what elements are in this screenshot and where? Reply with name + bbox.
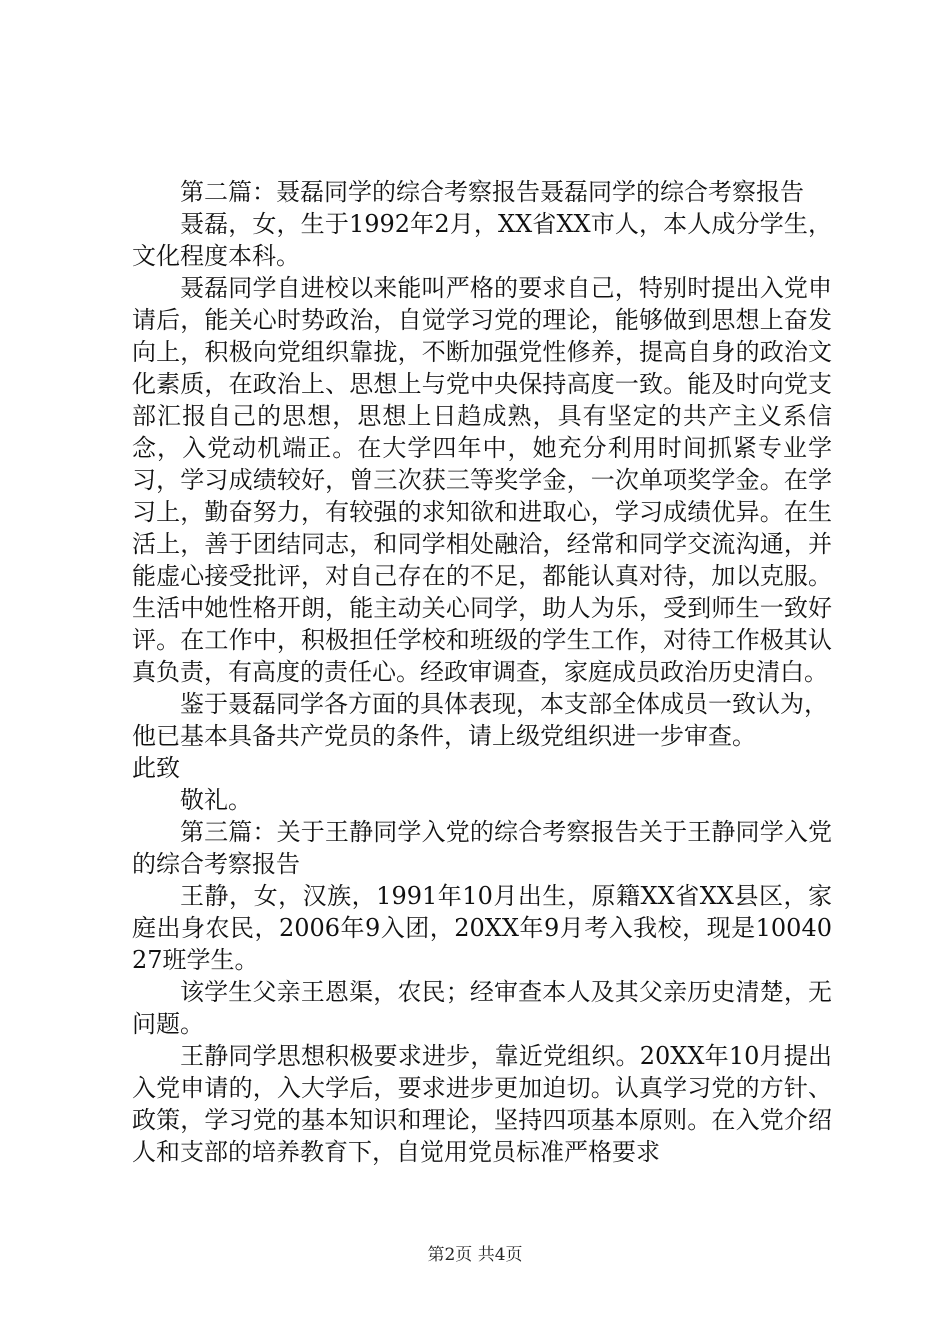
- paragraph-section3-title: 第三篇：关于王静同学入党的综合考察报告关于王静同学入党的综合考察报告: [132, 818, 832, 878]
- document-body: [132, 176, 832, 1168]
- paragraph-nielei-evaluation: 聂磊同学自进校以来能叫严格的要求自己，特别时提出入党申请后，能关心时势政治，自觉学习党的理论，能够做到思想上奋发向上，积极向党组织靠拢，不断加强党性修养，提高自身的政治文化素质，在政治上、思想上与党中央保持高度一致。能及时向党支部汇报自己的思想，思想上日趋成熟，具有坚定的共产主义系信念，入党动机端正。在大学四年中，她充分利用时间抓紧专业学习，学习成绩较好，曾三次获三等奖学金，一次单项奖学金。在学习上，勤奋努力，有较强的求知欲和进取心，学习成绩优异。在生活上，善于团结同志，和同学相处融洽，经常和同学交流沟通，并能虚心接受批评，对自己存在的不足，都能认真对待，加以克服。生活中她性格开朗，能主动关心同学，助人为乐，受到师生一致好评。在工作中，积极担任学校和班级的学生工作，对待工作极其认真负责，有高度的责任心。经政审调查，家庭成员政治历史清白。: [132, 274, 832, 686]
- paragraph-wangjing-family: 该学生父亲王恩渠，农民；经审查本人及其父亲历史清楚，无问题。: [132, 978, 832, 1038]
- paragraph-closing-salutation: 此致: [132, 754, 180, 782]
- paragraph-nielei-profile: 聂磊，女，生于1992年2月，XX省XX市人，本人成分学生，文化程度本科。: [132, 210, 832, 270]
- paragraph-wangjing-profile: 王静，女，汉族，1991年10月出生，原籍XX省XX县区，家庭出身农民，2006年9入团，20XX年9月考入我校，现是1004027班学生。: [132, 882, 832, 974]
- paragraph-closing-regards: 敬礼。: [180, 786, 252, 814]
- paragraph-section2-title: 第二篇：聂磊同学的综合考察报告聂磊同学的综合考察报告: [180, 178, 804, 206]
- paragraph-nielei-conclusion: 鉴于聂磊同学各方面的具体表现，本支部全体成员一致认为，他已基本具备共产党员的条件，请上级党组织进一步审查。: [132, 690, 828, 750]
- page-number-footer: 第2页 共4页: [427, 1245, 523, 1265]
- paragraph-wangjing-evaluation: 王静同学思想积极要求进步，靠近党组织。20XX年10月提出入党申请的，入大学后，要求进步更加迫切。认真学习党的方针、政策，学习党的基本知识和理论，坚持四项基本原则。在入党介绍人和支部的培养教育下，自觉用党员标准严格要求: [132, 1042, 832, 1166]
